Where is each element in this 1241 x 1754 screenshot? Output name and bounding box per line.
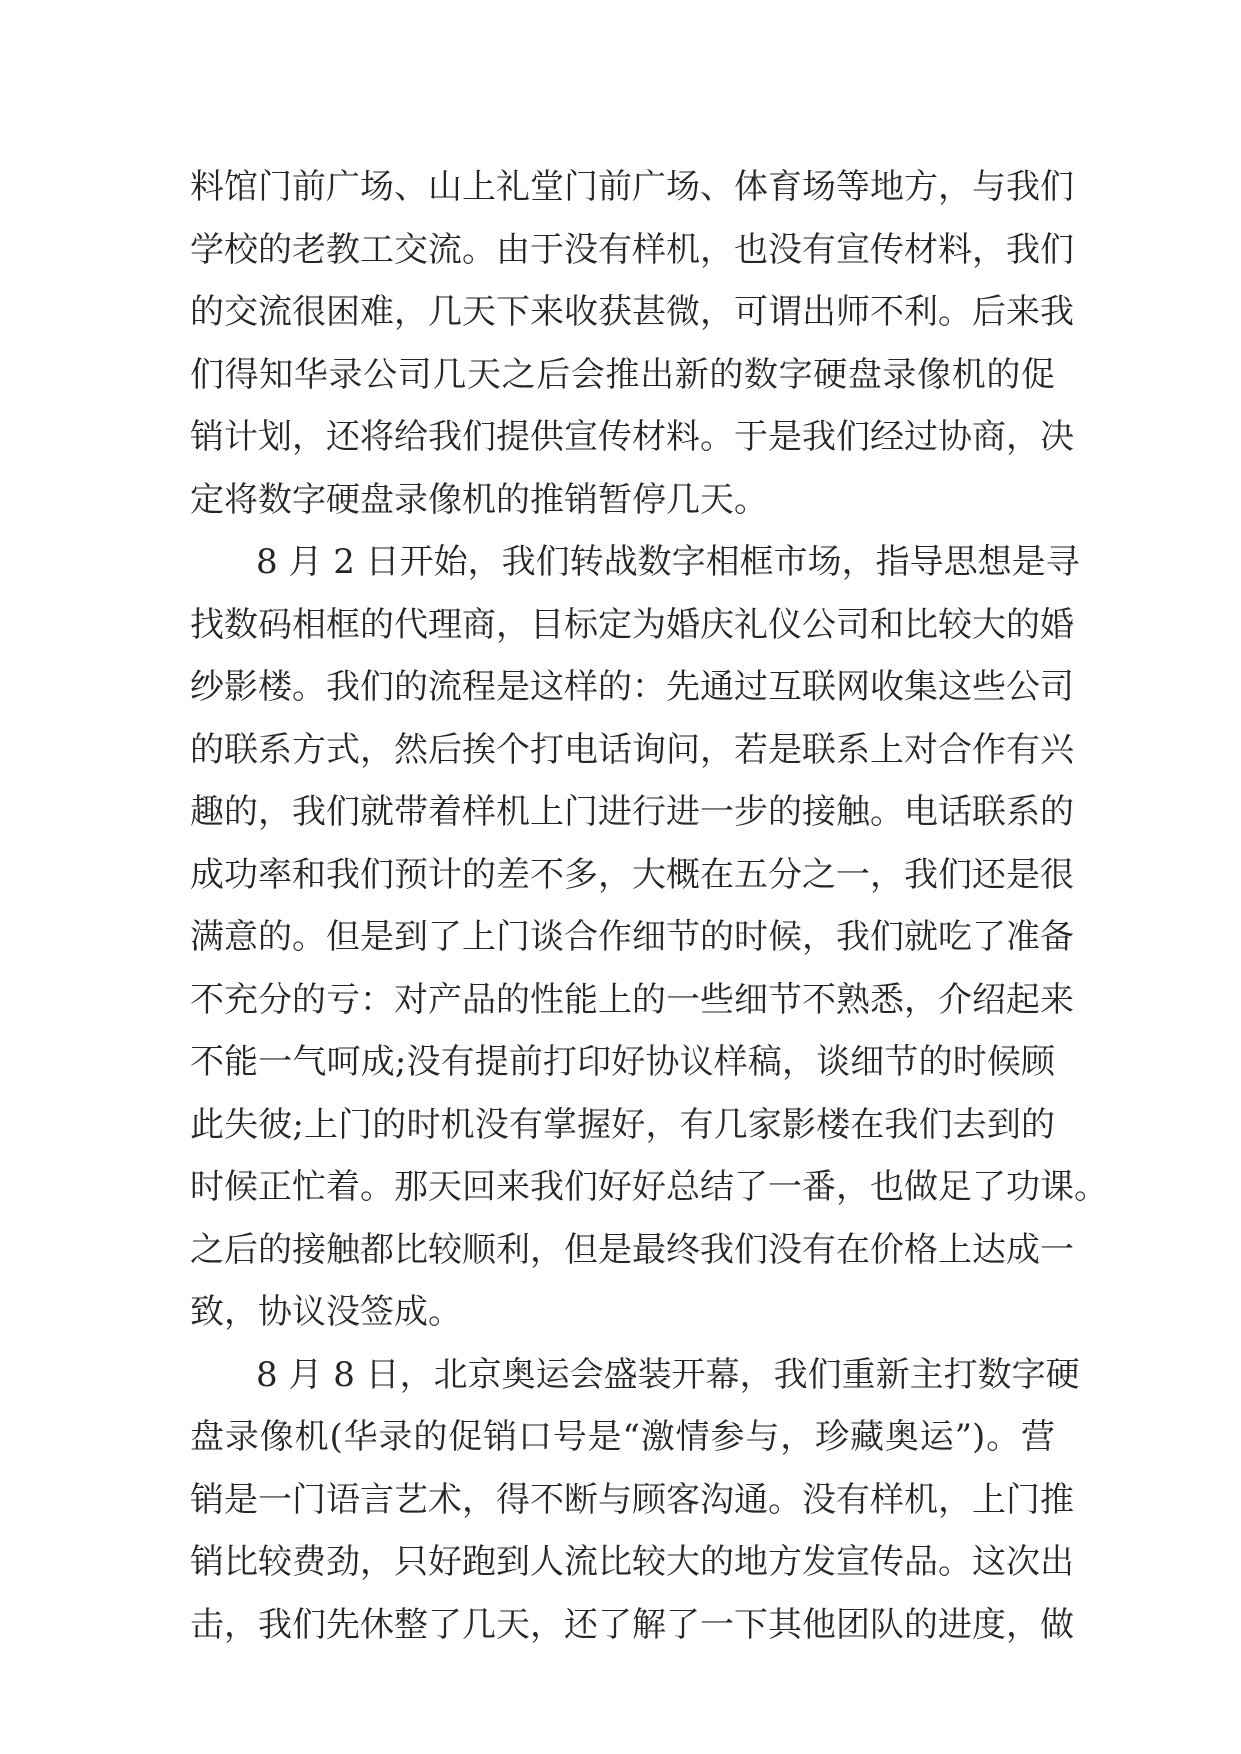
text-line: 定将数字硬盘录像机的推销暂停几天。 (190, 479, 768, 520)
text-line: 纱影楼。我们的流程是这样的：先通过互联网收集这些公司 (190, 667, 1074, 707)
text-line: 趣的，我们就带着样机上门进行进一步的接触。电话联系的 (190, 792, 1074, 832)
text-line: 致，协议没签成。 (190, 1292, 462, 1332)
text-line: 8 月 8 日，北京奥运会盛装开幕，我们重新主打数字硬 (256, 1354, 1080, 1395)
text-line: 满意的。但是到了上门谈合作细节的时候，我们就吃了准备 (190, 917, 1074, 957)
text-line: 不充分的亏：对产品的性能上的一些细节不熟悉，介绍起来 (190, 979, 1074, 1020)
text-line: 之后的接触都比较顺利，但是最终我们没有在价格上达成一 (190, 1229, 1074, 1270)
text-line: 时候正忙着。那天回来我们好好总结了一番，也做足了功课。 (190, 1167, 1108, 1207)
text-line: 的交流很困难，几天下来收获甚微，可谓出师不利。后来我 (190, 292, 1074, 332)
text-line: 料馆门前广场、山上礼堂门前广场、体育场等地方，与我们 (190, 167, 1074, 207)
text-line: 击，我们先休整了几天，还了解了一下其他团队的进度，做 (190, 1604, 1074, 1645)
text-line: 的联系方式，然后挨个打电话询问，若是联系上对合作有兴 (190, 729, 1074, 770)
text-line: 不能一气呵成;没有提前打印好协议样稿，谈细节的时候顾 (190, 1042, 1056, 1082)
body-text (190, 156, 1108, 1656)
text-line: 盘录像机(华录的促销口号是“激情参与，珍藏奥运”)。营 (190, 1417, 1055, 1457)
text-line: 销比较费劲，只好跑到人流比较大的地方发宣传品。这次出 (190, 1542, 1074, 1582)
text-line: 找数码相框的代理商，目标定为婚庆礼仪公司和比较大的婚 (190, 604, 1074, 645)
text-line: 学校的老教工交流。由于没有样机，也没有宣传材料，我们 (190, 229, 1074, 270)
text-line: 成功率和我们预计的差不多，大概在五分之一，我们还是很 (190, 854, 1074, 895)
text-line: 销计划，还将给我们提供宣传材料。于是我们经过协商，决 (190, 417, 1074, 457)
text-line: 此失彼;上门的时机没有掌握好，有几家影楼在我们去到的 (190, 1104, 1056, 1145)
text-line: 销是一门语言艺术，得不断与顾客沟通。没有样机，上门推 (190, 1479, 1074, 1520)
text-line: 们得知华录公司几天之后会推出新的数字硬盘录像机的促 (190, 354, 1055, 395)
text-line: 8 月 2 日开始，我们转战数字相框市场，指导思想是寻 (256, 542, 1080, 582)
